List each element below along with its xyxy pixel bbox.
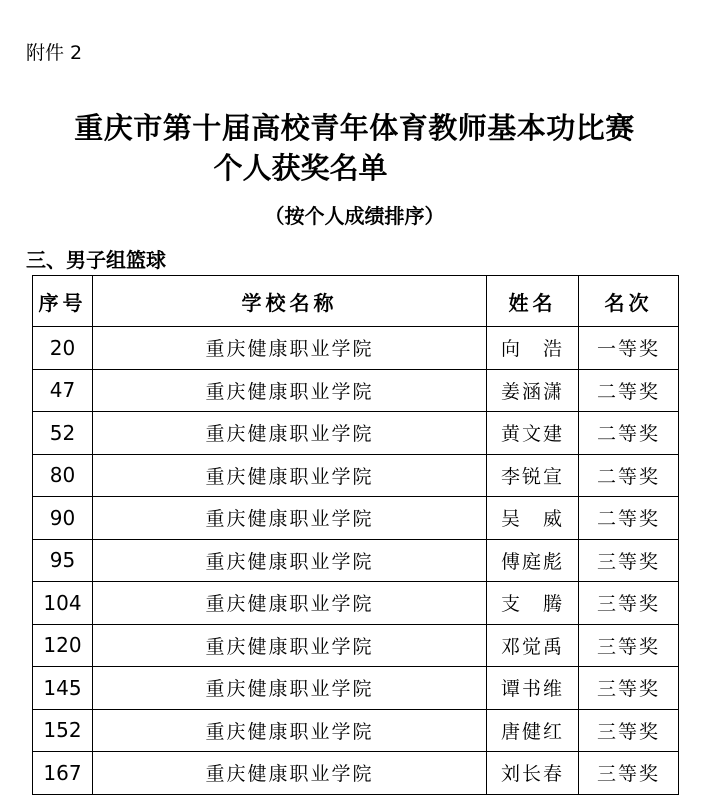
cell-rank: 三等奖 (579, 539, 679, 582)
table-row (33, 539, 679, 582)
cell-rank: 二等奖 (579, 454, 679, 497)
cell-no: 80 (33, 454, 93, 497)
cell-no: 145 (33, 667, 93, 710)
cell-name: 傅庭彪 (487, 539, 579, 582)
cell-rank: 三等奖 (579, 624, 679, 667)
header-name: 姓名 (487, 276, 579, 327)
cell-school: 重庆健康职业学院 (93, 709, 487, 752)
section-heading: 三、男子组篮球 (26, 248, 166, 272)
cell-name: 向 浩 (487, 327, 579, 370)
table-row (33, 667, 679, 710)
cell-no: 95 (33, 539, 93, 582)
table-row (33, 709, 679, 752)
table-row (33, 454, 679, 497)
cell-name: 李锐宣 (487, 454, 579, 497)
table-row (33, 582, 679, 625)
cell-school: 重庆健康职业学院 (93, 582, 487, 625)
cell-rank: 二等奖 (579, 412, 679, 455)
cell-name: 姜涵潇 (487, 369, 579, 412)
cell-no: 52 (33, 412, 93, 455)
header-no: 序号 (33, 276, 93, 327)
cell-school: 重庆健康职业学院 (93, 624, 487, 667)
title-line-2: 个人获奖名单 (213, 151, 388, 185)
cell-school: 重庆健康职业学院 (93, 327, 487, 370)
cell-rank: 二等奖 (579, 497, 679, 540)
cell-school: 重庆健康职业学院 (93, 369, 487, 412)
cell-name: 谭书维 (487, 667, 579, 710)
table-header-row (33, 276, 679, 327)
cell-name: 邓觉禹 (487, 624, 579, 667)
cell-no: 90 (33, 497, 93, 540)
cell-no: 47 (33, 369, 93, 412)
cell-school: 重庆健康职业学院 (93, 497, 487, 540)
cell-name: 吴 威 (487, 497, 579, 540)
cell-rank: 三等奖 (579, 667, 679, 710)
header-rank: 名次 (579, 276, 679, 327)
cell-school: 重庆健康职业学院 (93, 667, 487, 710)
cell-name: 支 腾 (487, 582, 579, 625)
table-row (33, 412, 679, 455)
table-row (33, 369, 679, 412)
cell-school: 重庆健康职业学院 (93, 454, 487, 497)
table-row (33, 752, 679, 795)
cell-no: 120 (33, 624, 93, 667)
cell-name: 唐健红 (487, 709, 579, 752)
header-school: 学校名称 (93, 276, 487, 327)
cell-school: 重庆健康职业学院 (93, 752, 487, 795)
cell-school: 重庆健康职业学院 (93, 412, 487, 455)
cell-no: 152 (33, 709, 93, 752)
table-row (33, 327, 679, 370)
cell-rank: 三等奖 (579, 752, 679, 795)
results-table (32, 275, 679, 795)
cell-rank: 三等奖 (579, 709, 679, 752)
cell-no: 104 (33, 582, 93, 625)
attachment-label: 附件 2 (26, 42, 83, 64)
cell-rank: 二等奖 (579, 369, 679, 412)
cell-name: 刘长春 (487, 752, 579, 795)
title-line-1: 重庆市第十届高校青年体育教师基本功比赛 (74, 111, 635, 145)
document-title (0, 108, 709, 188)
cell-no: 20 (33, 327, 93, 370)
subtitle: （按个人成绩排序） (264, 204, 445, 228)
cell-school: 重庆健康职业学院 (93, 539, 487, 582)
cell-name: 黄文建 (487, 412, 579, 455)
cell-no: 167 (33, 752, 93, 795)
cell-rank: 一等奖 (579, 327, 679, 370)
table-row (33, 497, 679, 540)
table-row (33, 624, 679, 667)
cell-rank: 三等奖 (579, 582, 679, 625)
